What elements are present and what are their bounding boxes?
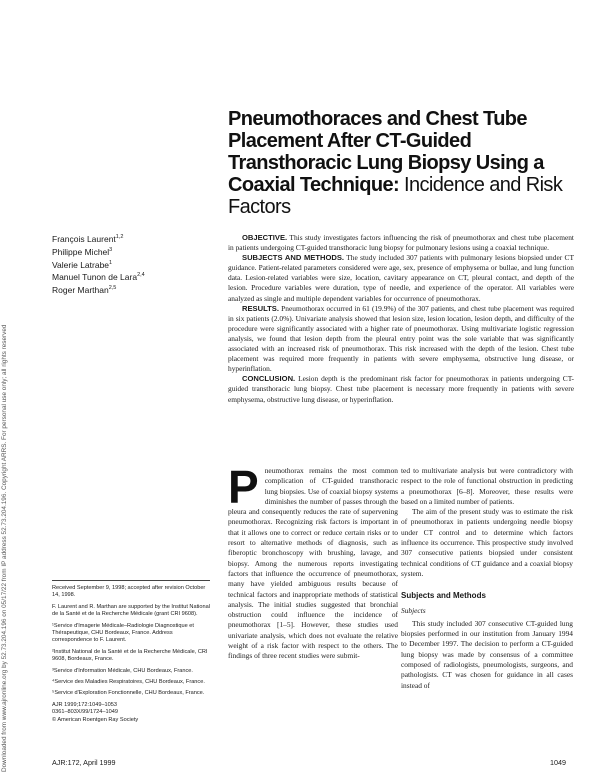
page-number: 1049 [550, 758, 566, 767]
section-heading: Subjects and Methods [401, 591, 486, 601]
drop-cap: P [228, 461, 259, 513]
download-watermark [0, 0, 16, 776]
affiliation-note: ⁴Service des Maladies Respiratoires, CHU Bordeaux, France. [52, 679, 205, 686]
abstract [228, 233, 574, 405]
author: François Laurent$^{1,2}$ [52, 233, 124, 244]
journal-footer: AJR:172, April 1999 [52, 758, 116, 767]
paragraph: The aim of the present study was to estimate the risk of pneumothorax in patients undergoing needle biopsy under CT control and to determine which factors influence its occurrence. This prospective study involved 307 consecutive patients biopsied under consistent technical conditions of CT guidance and a coaxial biopsy system. [401, 507, 573, 578]
abstract-conclusion: CONCLUSION. Lesion depth is the predominant risk factor for pneumothorax in patients undergoing CT-guided transthoracic lung biopsy. Chest tube placement is necessary more frequently in patients with severe emphysema, obstructive lung disease, or hyperinflation. [228, 374, 574, 404]
author: Valerie Latrabe$^1$ [52, 259, 113, 270]
issn-line: 0361–803X/99/1724–1049 [52, 709, 118, 716]
title-subtitle: Incidence and Risk Factors [228, 174, 563, 218]
intro-paragraph: Pneumothorax remains the most common complication of CT-guided transthoracic lung biopsies. Use of coaxial biopsy systems diminishes the number of passes through the pleura and consequently reduces the rate of supervening pneumothorax. Recognizing risk factors is important in that it allows one to correct or reduce certain risks or to resort to alternative methods of diagnosis, such as fiberoptic bronchoscopy with brushing, lavage, and biopsy. Among the numerous reports investigating factors that influence the occurrence of pneumothorax, many have yielded ambiguous results because of technical factors and inappropriate methods of statistical analysis. The initial studies suggested that bronchial obstruction could influence the incidence of pneumothorax [1–5]. However, these studies used univariate analysis, which does not evaluate the relative weight of a risk factor with respect to the others. The findings of three recent studies were submit- [228, 461, 398, 661]
title-main: Pneumothoraces and Chest Tube Placement After CT-Guided Transthoracic Lung Biopsy Using a Coaxial Technique: [228, 108, 544, 196]
body-column-right [401, 466, 573, 691]
author: Roger Marthan$^{2,5}$ [52, 285, 117, 296]
article-notes [52, 580, 210, 724]
author-list [52, 232, 162, 296]
affiliation-note: ⁵Service d'Exploration Fonctionnelle, CHU Bordeaux, France. [52, 690, 205, 697]
affiliation-note: ³Service d'Information Médicale, CHU Bordeaux, France. [52, 667, 193, 674]
received-note: Received September 9, 1998; accepted after revision October 14, 1998. [52, 585, 206, 599]
body-column-left [228, 461, 398, 662]
subsection-heading: Subjects [401, 605, 426, 615]
abstract-methods: SUBJECTS AND METHODS. The study included 307 patients with pulmonary lesions biopsied under CT guidance. Patient-related parameters considered were age, sex, presence of emphysema or bullae, and lung function data. Lesion-related variables were size, location, cavitary appearance on CT, pleural contact, and depth of the lesion. Procedure variables were duration, type of needle, and experience of the operator. All variables were analyzed as single and multiple dependent variables for occurrence of pneumothorax. [228, 253, 574, 303]
affiliation-note: ²Institut National de la Santé et de la Recherche Médicale, CRI 9608, Bordeaux, France. [52, 648, 208, 663]
paragraph: ted to multivariate analysis but were contradictory with respect to the role of functional obstruction in predicting a pneumothorax [6–8]. Moreover, these results were based on a limited number of patients. [401, 466, 573, 506]
paragraph: This study included 307 consecutive CT-guided lung biopsies performed in our institution from January 1994 to December 1997. The decision to perform a CT-guided lung biopsy was made by consensus of a committee composed of radiologists, pneumologists, surgeons, and pathologists. CT was chosen for guidance in all cases instead of [401, 618, 573, 690]
download-watermark-text: Downloaded from www.ajronline.org by 52.73.204.196 on 05/17/22 from IP address 52.73.204.196. Copyright ARRS. For personal use only; all rights reserved [1, 324, 8, 772]
affiliation-note: ¹Service d'Imagerie Médicale–Radiologie Diagnostique et Thérapeutique, CHU Bordeaux, France. Address correspondence to F. Laurent. [52, 622, 194, 644]
citation-line: AJR 1999;172:1049–1053 [52, 701, 118, 708]
copyright-line: © American Roentgen Ray Society [52, 716, 139, 723]
author: Philippe Michel$^3$ [52, 246, 113, 257]
support-note: F. Laurent and R. Marthan are supported by the Institut National de la Santé et de la Recherche Médicale (grant CRI 9608). [52, 603, 210, 618]
notes-divider [52, 580, 210, 581]
article-title [228, 108, 573, 218]
author: Manuel Tunon de Lara$^{2,4}$ [52, 272, 145, 283]
abstract-objective: OBJECTIVE. This study investigates factors influencing the risk of pneumothorax and chest tube placement in patients undergoing CT-guided transthoracic lung biopsy for pulmonary lesions using a coaxial technique. [228, 233, 574, 253]
abstract-results: RESULTS. Pneumothorax occurred in 61 (19.9%) of the 307 patients, and chest tube placement was required in six patients (2.0%). Univariate analysis showed that lesion size, lesion location, lesion depth, and difficulty of the procedure were significantly associated with a higher rate of pneumothorax. Using multivariate logistic regression analysis, we found that lesion depth from the pleural entry point was the sole variable that was significantly associated with an increased risk of pneumothorax. This risk increased with the depth of the lesion. Chest tube placement was required more frequently in patients with severe emphysema, obstructive lung disease, or hyperinflation. [228, 303, 574, 374]
